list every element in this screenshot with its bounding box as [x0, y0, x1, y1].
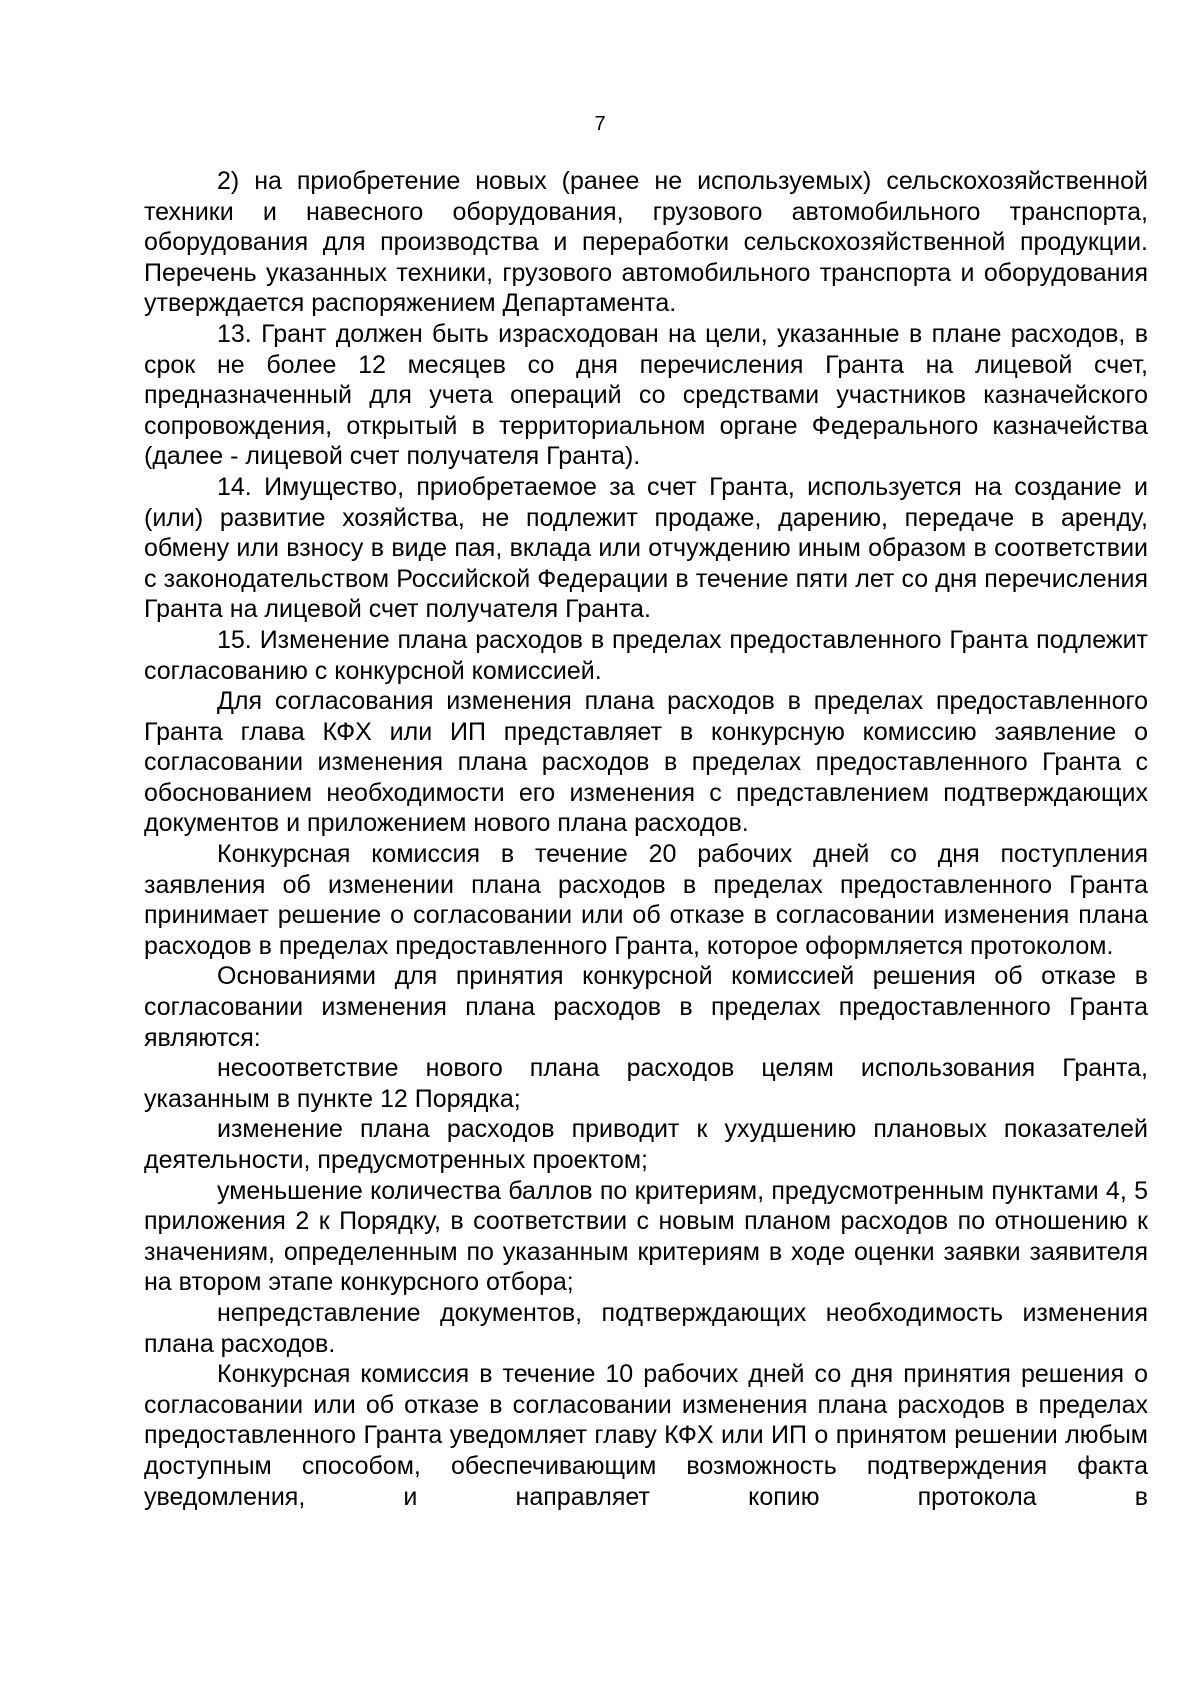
list-item-missing-documents: непредставление документов, подтверждающих необходимость изменения плана расходов.: [144, 1298, 1148, 1358]
list-item-indicator-deterioration: изменение плана расходов приводит к ухудшению плановых показателей деятельности, предусмотренных проектом;: [144, 1115, 1148, 1174]
list-item-score-reduction: уменьшение количества баллов по критериям, предусмотренным пунктами 4, 5 приложения 2 к Порядку, в соответствии с новым планом расходов по отношению к значениям, определенным по указанным критериям в ходе оценки заявки заявителя на втором этапе конкурсного отбора;: [144, 1176, 1148, 1297]
list-item-purpose-mismatch: несоответствие нового плана расходов целям использования Гранта, указанным в пункте 12 Порядка;: [144, 1054, 1148, 1113]
paragraph-plan-change-application: Для согласования изменения плана расходов в пределах предоставленного Гранта глава КФХ или ИП представляет в конкурсную комиссию заявление о согласовании изменения плана расходов в пределах предоставленного Гранта с обоснованием необходимости его изменения с представлением подтверждающих документов и приложением нового плана расходов.: [144, 687, 1148, 838]
paragraph-refusal-grounds: Основаниями для принятия конкурсной комиссией решения об отказе в согласовании изменения плана расходов в пределах предоставленного Гранта являются:: [144, 962, 1148, 1052]
paragraph-item-2-equipment: 2) на приобретение новых (ранее не используемых) сельскохозяйственной техники и навесного оборудования, грузового автомобильного транспорта, оборудования для производства и переработки сельскохозяйственной продукции. Перечень указанных техники, грузового автомобильного транспорта и оборудования утверждается распоряжением Департамента.: [144, 167, 1148, 318]
paragraph-14-property-restrictions: 14. Имущество, приобретаемое за счет Гранта, используется на создание и (или) развитие хозяйства, не подлежит продаже, дарению, передаче в аренду, обмену или взносу в виде пая, вклада или отчуждению иным образом в соответствии с законодательством Российской Федерации в течение пяти лет со дня перечисления Гранта на лицевой счет получателя Гранта.: [144, 472, 1148, 624]
paragraph-commission-decision: Конкурсная комиссия в течение 20 рабочих дней со дня поступления заявления об изменении плана расходов в пределах предоставленного Гранта принимает решение о согласовании или об отказе в согласовании изменения плана расходов в пределах предоставленного Гранта, которое оформляется протоколом.: [144, 840, 1148, 960]
document-body: [144, 166, 1148, 1512]
paragraph-15-plan-change: 15. Изменение плана расходов в пределах предоставленного Гранта подлежит согласованию с конкурсной комиссией.: [144, 625, 1148, 685]
paragraph-13-grant-spending-term: 13. Грант должен быть израсходован на цели, указанные в плане расходов, в срок не более 12 месяцев со дня перечисления Гранта на лицевой счет, предназначенный для учета операций со средствами участников казначейского сопровождения, открытый в территориальном органе Федерального казначейства (далее - лицевой счет получателя Гранта).: [144, 319, 1148, 471]
page-number: 7: [594, 113, 606, 135]
paragraph-notification: Конкурсная комиссия в течение 10 рабочих дней со дня принятия решения о согласовании или об отказе в согласовании изменения плана расходов в пределах предоставленного Гранта уведомляет главу КФХ или ИП о принятом решении любым доступным способом, обеспечивающим возможность подтверждения факта уведомления, и направляет копию протокола в: [144, 1360, 1148, 1511]
